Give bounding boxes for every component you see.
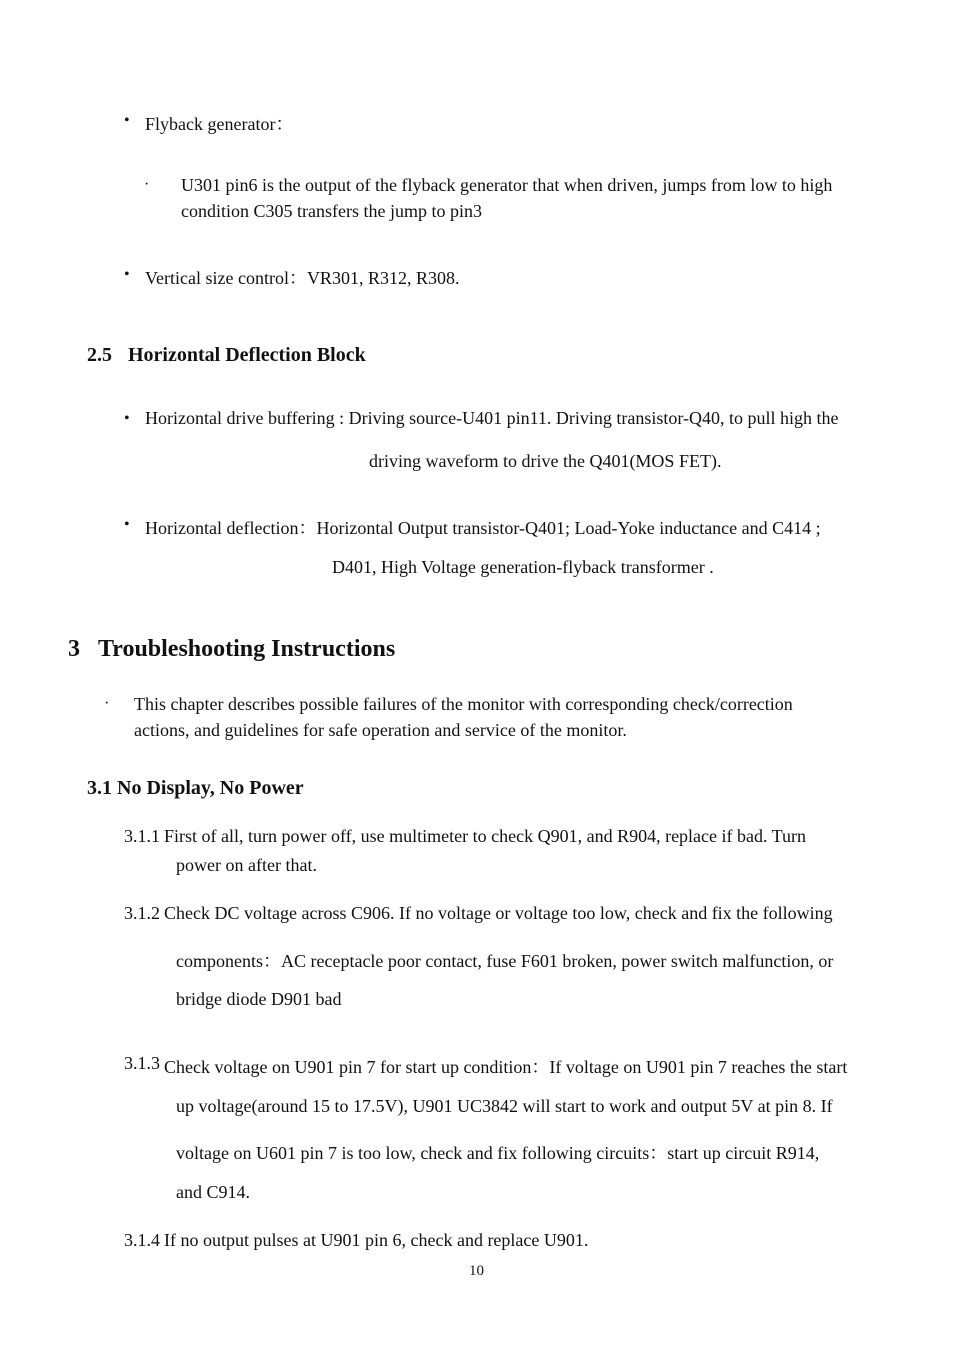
step-number: 3.1.1 bbox=[124, 826, 160, 846]
dot-marker-icon: · bbox=[104, 695, 110, 712]
page-number: 10 bbox=[469, 1263, 484, 1279]
vertical-size-text: Vertical size control：VR301, R312, R308. bbox=[145, 268, 460, 288]
step-text-line: Check voltage on U901 pin 7 for start up condition：If voltage on U901 pin 7 reaches the start bbox=[164, 1057, 848, 1077]
bullet-icon: • bbox=[124, 410, 130, 427]
horizontal-deflection-line: Horizontal deflection：Horizontal Output transistor-Q401; Load-Yoke inductance and C414 ; bbox=[145, 518, 821, 538]
horizontal-drive-line: driving waveform to drive the Q401(MOS FET). bbox=[369, 451, 722, 471]
flyback-detail-line: condition C305 transfers the jump to pin3 bbox=[181, 201, 482, 221]
section-number: 2.5 bbox=[87, 344, 112, 366]
bullet-icon: • bbox=[124, 516, 130, 533]
bullet-icon: • bbox=[124, 266, 130, 283]
flyback-detail-line: U301 pin6 is the output of the flyback generator that when driven, jumps from low to high bbox=[181, 175, 833, 195]
horizontal-drive-line: Horizontal drive buffering : Driving source-U401 pin11. Driving transistor-Q40, to pull high the bbox=[145, 408, 839, 428]
flyback-label: Flyback generator： bbox=[145, 114, 294, 134]
dot-marker-icon: · bbox=[144, 176, 150, 193]
horizontal-deflection-line: D401, High Voltage generation-flyback transformer . bbox=[332, 557, 714, 577]
step-text-line: components：AC receptacle poor contact, fuse F601 broken, power switch malfunction, or bbox=[176, 951, 834, 971]
step-text-line: Check DC voltage across C906. If no voltage or voltage too low, check and fix the following bbox=[164, 903, 833, 923]
chapter-intro-line: This chapter describes possible failures of the monitor with corresponding check/correction bbox=[134, 694, 793, 714]
chapter-intro-line: actions, and guidelines for safe operation and service of the monitor. bbox=[134, 720, 627, 740]
section-number: 3.1 bbox=[87, 777, 112, 799]
chapter-number: 3 bbox=[68, 636, 80, 662]
section-title: Horizontal Deflection Block bbox=[128, 344, 366, 366]
step-text-line: If no output pulses at U901 pin 6, check and replace U901. bbox=[164, 1230, 589, 1250]
step-text-line: First of all, turn power off, use multimeter to check Q901, and R904, replace if bad. Turn bbox=[164, 826, 807, 846]
section-title: No Display, No Power bbox=[117, 777, 304, 799]
step-number: 3.1.3 bbox=[124, 1053, 160, 1073]
step-number: 3.1.2 bbox=[124, 903, 160, 923]
step-text-line: up voltage(around 15 to 17.5V), U901 UC3842 will start to work and output 5V at pin 8. If bbox=[176, 1096, 833, 1116]
bullet-icon: • bbox=[124, 112, 130, 129]
step-text-line: and C914. bbox=[176, 1182, 250, 1202]
chapter-title: Troubleshooting Instructions bbox=[98, 636, 396, 662]
step-text-line: power on after that. bbox=[176, 855, 317, 875]
step-text-line: voltage on U601 pin 7 is too low, check and fix following circuits：start up circuit R914, bbox=[176, 1143, 820, 1163]
step-text-line: bridge diode D901 bad bbox=[176, 989, 342, 1009]
step-number: 3.1.4 bbox=[124, 1230, 160, 1250]
